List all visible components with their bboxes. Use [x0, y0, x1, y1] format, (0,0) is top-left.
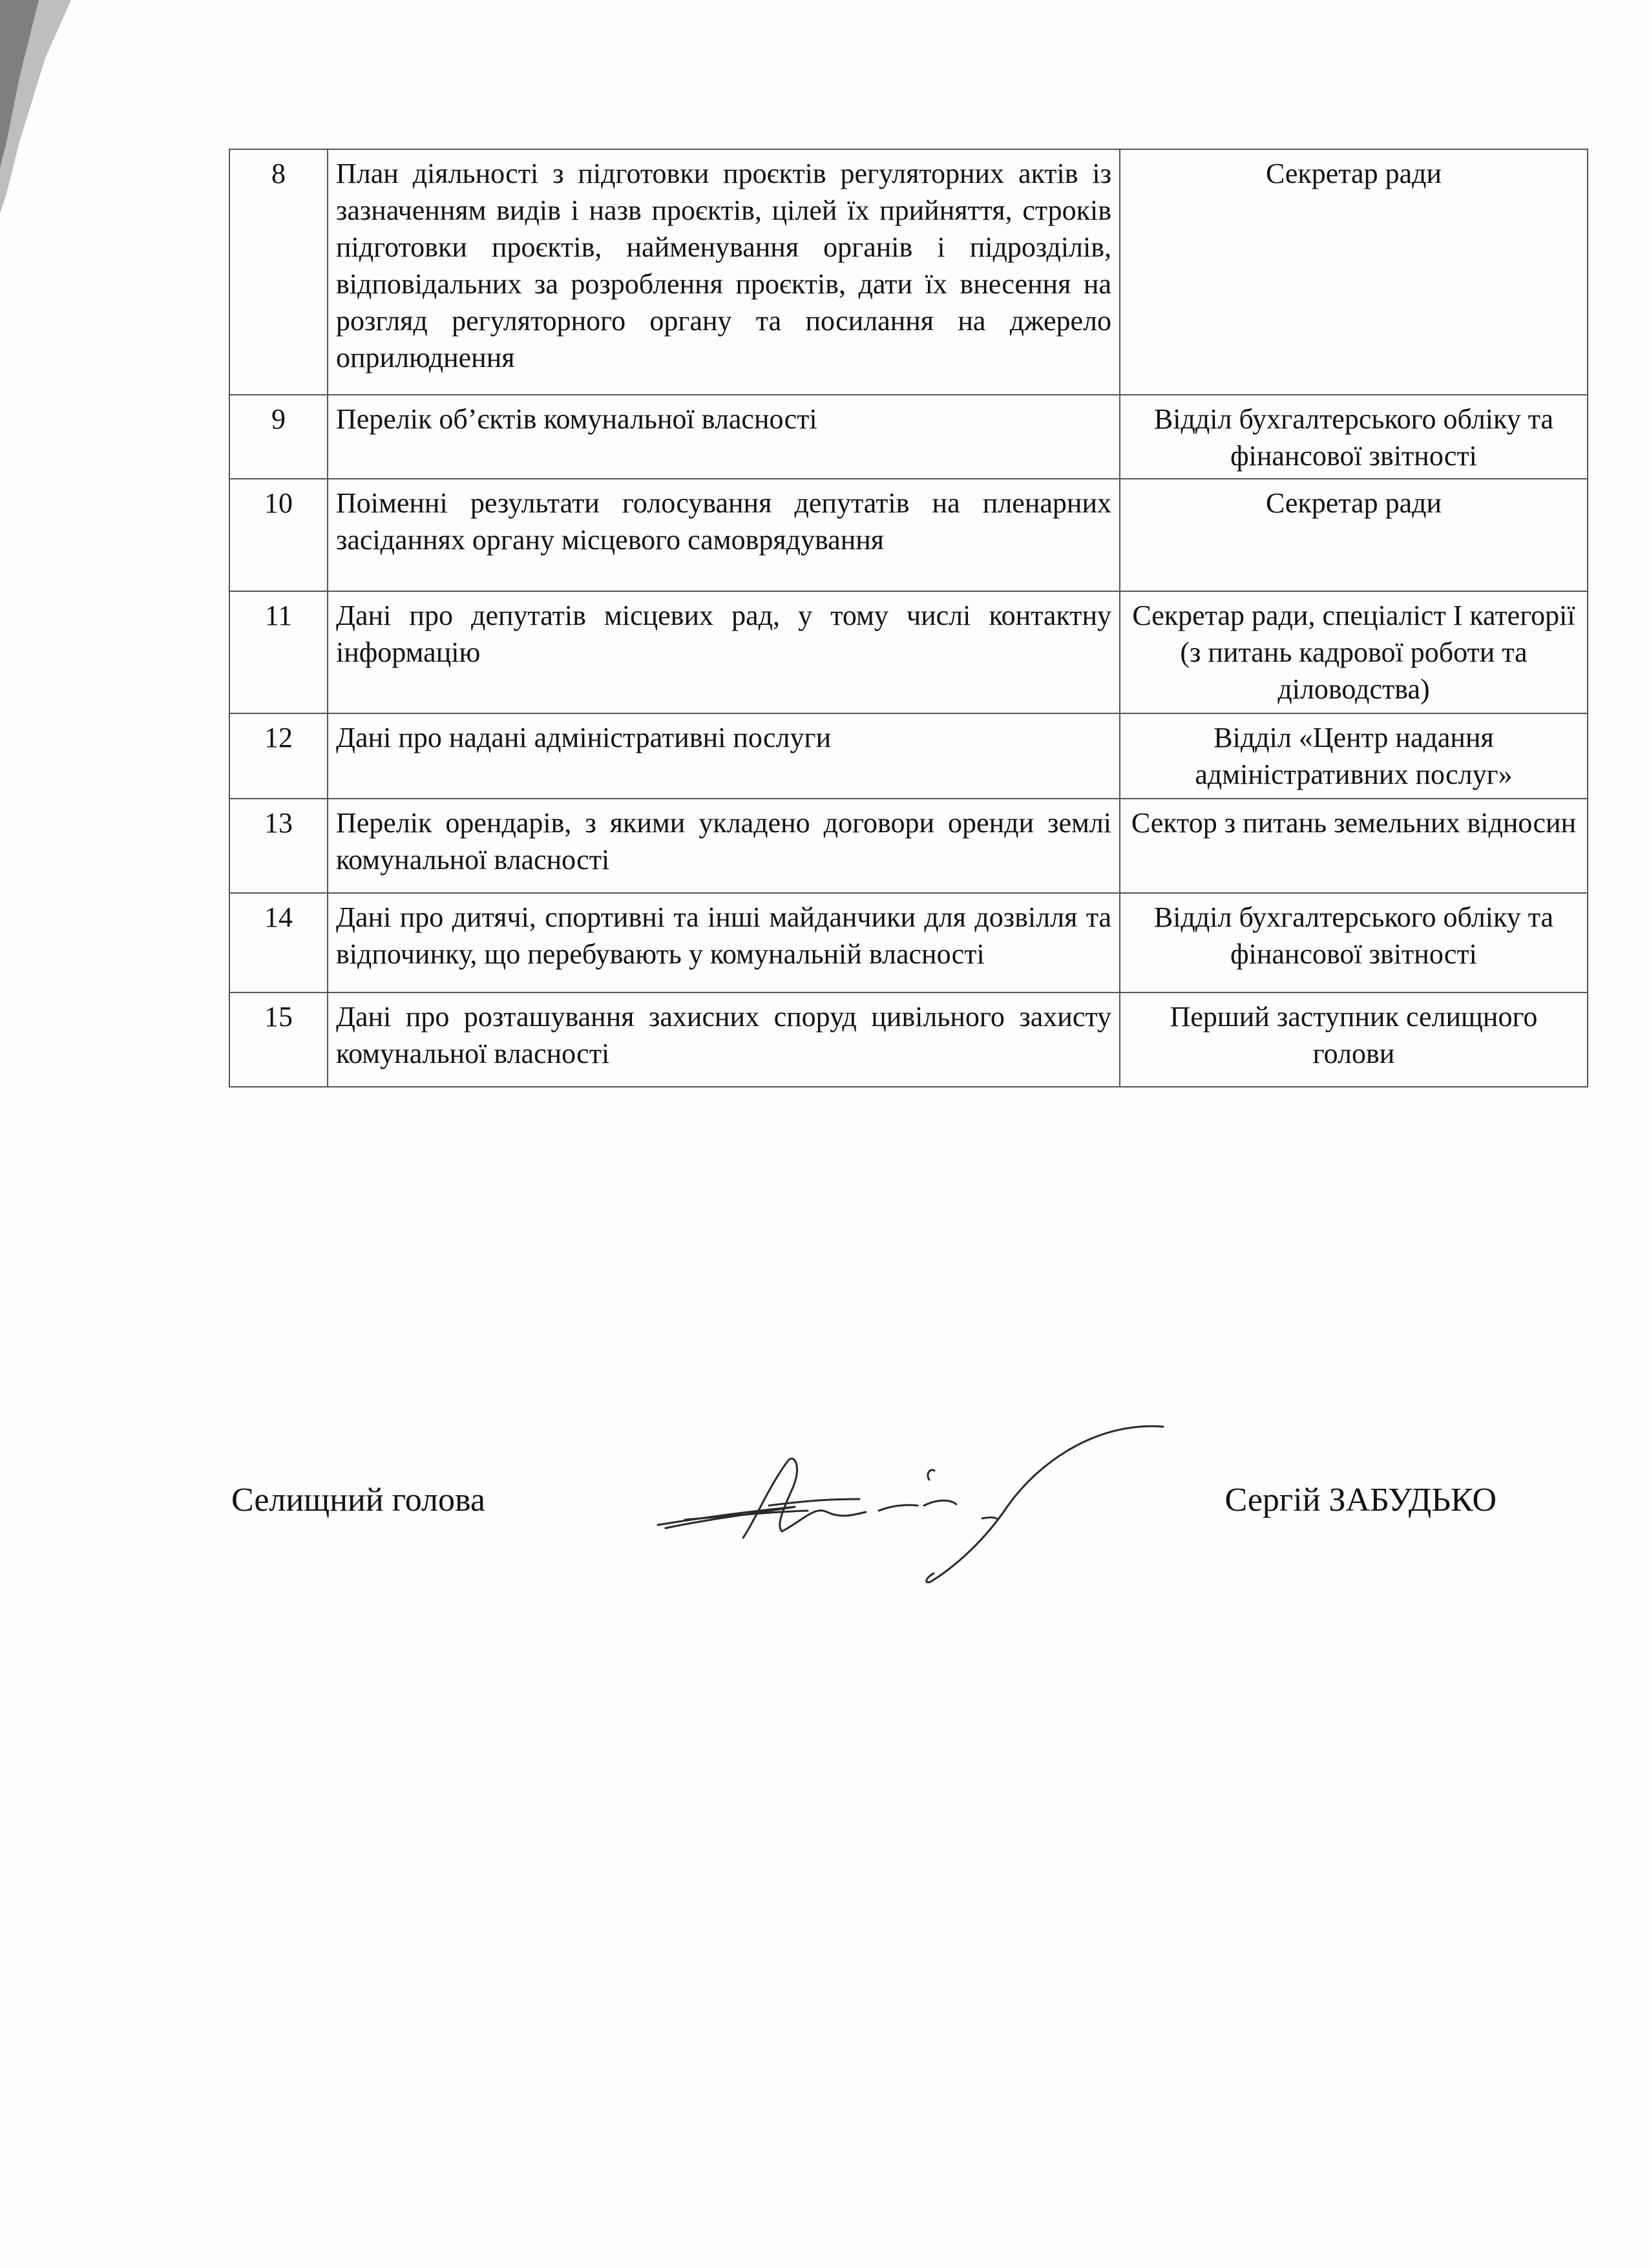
- row-responsible: Відділ «Центр надання адміністративних послуг»: [1120, 713, 1588, 799]
- row-responsible: Секретар ради, спеціаліст І категорії (з питань кадрової роботи та діловодства): [1120, 591, 1588, 713]
- table-row: [229, 591, 1588, 713]
- table-row: [229, 799, 1588, 893]
- row-number: 12: [229, 713, 328, 799]
- responsibility-table: [229, 149, 1588, 1087]
- signatory-name: Сергій ЗАБУДЬКО: [1224, 1482, 1497, 1518]
- row-number: 11: [229, 591, 328, 713]
- row-description: Поіменні результати голосування депутатів на пленарних засіданнях органу місцевого самоврядування: [328, 479, 1120, 591]
- row-number: 14: [229, 893, 328, 992]
- row-description: Перелік об’єктів комунальної власності: [328, 395, 1120, 479]
- table-row: [229, 395, 1588, 479]
- row-number: 15: [229, 992, 328, 1087]
- row-responsible: Секретар ради: [1120, 149, 1588, 395]
- table-row: [229, 893, 1588, 992]
- row-description: Дані про розташування захисних споруд цивільного захисту комунальної власності: [328, 992, 1120, 1087]
- row-responsible: Перший заступник селищного голови: [1120, 992, 1588, 1087]
- row-number: 13: [229, 799, 328, 893]
- row-description: Дані про дитячі, спортивні та інші майданчики для дозвілля та відпочинку, що перебувають у комунальній власності: [328, 893, 1120, 992]
- row-description: Дані про надані адміністративні послуги: [328, 713, 1120, 799]
- signatory-title: Селищний голова: [231, 1482, 485, 1518]
- row-description: Дані про депутатів місцевих рад, у тому числі контактну інформацію: [328, 591, 1120, 713]
- row-responsible: Секретар ради: [1120, 479, 1588, 591]
- table-row: [229, 713, 1588, 799]
- scan-shadow-edge: [0, 0, 78, 213]
- row-number: 9: [229, 395, 328, 479]
- row-description: План діяльності з підготовки проєктів регуляторних актів із зазначенням видів і назв проєктів, цілей їх прийняття, строків підготовки проєктів, найменування органів і підрозділів, відповідальних за розроблення проєктів, дати їх внесення на розгляд регуляторного органу та посилання на джерело оприлюднення: [328, 149, 1120, 395]
- table-row: [229, 149, 1588, 395]
- row-responsible: Відділ бухгалтерського обліку та фінансової звітності: [1120, 395, 1588, 479]
- row-description: Перелік орендарів, з якими укладено договори оренди землі комунальної власності: [328, 799, 1120, 893]
- row-responsible: Сектор з питань земельних відносин: [1120, 799, 1588, 893]
- row-number: 8: [229, 149, 328, 395]
- handwritten-signature: [646, 1409, 1176, 1602]
- table-row: [229, 479, 1588, 591]
- row-responsible: Відділ бухгалтерського обліку та фінансової звітності: [1120, 893, 1588, 992]
- row-number: 10: [229, 479, 328, 591]
- table-row: [229, 992, 1588, 1087]
